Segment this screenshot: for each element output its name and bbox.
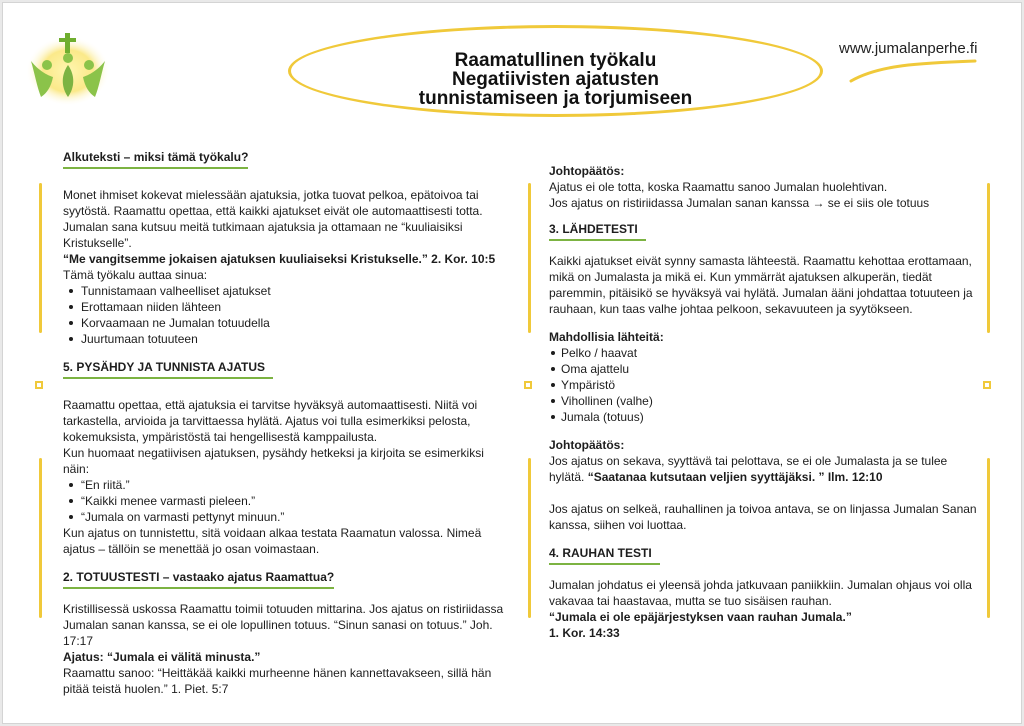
middle-deco-line-bottom	[528, 458, 531, 618]
title-line-1: Raamatullinen työkalu	[454, 50, 657, 71]
right-deco-square	[983, 381, 991, 389]
list-item: Erottamaan niiden lähteen	[63, 299, 513, 315]
sources-label: Mahdollisia lähteitä:	[549, 330, 664, 344]
list-item: Korvaamaan ne Jumalan totuudella	[63, 315, 513, 331]
section-5-paragraph-3: Kun ajatus on tunnistettu, sitä voidaan alkaa testata Raamatun valossa. Nimeä ajatus – tällöin se menettää jo osan voimastaan.	[63, 526, 482, 556]
section-4-paragraph: Jumalan johdatus ei yleensä johda jatkuvaan paniikkiin. Jumalan ohjaus voi olla vakavaa tai haastavaa, mutta se tuo sisäisen rauhan.	[549, 578, 972, 608]
intro-verse: “Me vangitsemme jokaisen ajatuksen kuuliaiseksi Kristukselle.” 2. Kor. 10:5	[63, 252, 496, 266]
section-5-paragraph-2: Kun huomaat negatiivisen ajatuksen, pysähdy hetkeksi ja kirjoita se esimerkiksi näin:	[63, 446, 484, 476]
left-column	[63, 149, 513, 697]
conclusion-1-label: Johtopäätös:	[549, 164, 625, 178]
section-2-thought: Ajatus: “Jumala ei välitä minusta.”	[63, 650, 261, 664]
right-deco-line-top	[987, 183, 990, 333]
intro-helps-label: Tämä työkalu auttaa sinua:	[63, 268, 208, 282]
cross-people-logo-icon	[25, 31, 111, 107]
list-item: Oma ajattelu	[549, 361, 979, 377]
section-5-paragraph-1: Raamattu opettaa, että ajatuksia ei tarvitse hyväksyä automaattisesti. Niitä voi tarkastella, arvioida ja tarvittaessa hylätä. Ajatus voi tulla esimerkiksi pelosta, kokemuksista, ympäristöstä tai hengellisestä kamppailusta.	[63, 398, 478, 444]
conclusion-2-body: Jos ajatus on sekava, syyttävä tai pelottava, se ei ole Jumalasta ja se tulee hylätä.	[549, 454, 948, 484]
right-column	[549, 163, 979, 641]
list-item: Vihollinen (valhe)	[549, 393, 979, 409]
list-item: “Kaikki menee varmasti pieleen.”	[63, 493, 513, 509]
list-item: Pelko / haavat	[549, 345, 979, 361]
list-item: Tunnistamaan valheelliset ajatukset	[63, 283, 513, 299]
section-2-paragraph: Kristillisessä uskossa Raamattu toimii totuuden mittarina. Jos ajatus on ristiriidassa Jumalan sanan kanssa, se ei ole lopullinen totuus. “Sinun sanasi on totuus.” Joh. 17:17	[63, 602, 504, 648]
intro-helps-list	[63, 283, 513, 347]
right-deco-line-bottom	[987, 458, 990, 618]
section-3-paragraph-2: Jos ajatus on selkeä, rauhallinen ja toivoa antava, se on linjassa Jumalan Sanan kanssa, siihen voi luottaa.	[549, 502, 977, 532]
section-5-examples	[63, 477, 513, 525]
intro-paragraph: Monet ihmiset kokevat mielessään ajatuksia, jotka tuovat pelkoa, epätoivoa tai syytöstä. Raamattu opettaa, että kaikki ajatukset eivät ole automaattisesti totta. Jumalan sana kutsuu meitä tutkimaan ajatuksia ja ottamaan ne “kuuliaisiksi Kristukselle”.	[63, 188, 483, 250]
section-2-heading: 2. TOTUUSTESTI – vastaako ajatus Raamattua?	[63, 569, 334, 589]
sources-list	[549, 345, 979, 425]
left-deco-line-bottom	[39, 458, 42, 618]
conclusion-2-verse: “Saatanaa kutsutaan veljien syyttäjäksi. ” Ilm. 12:10	[587, 470, 883, 484]
section-4-reference: 1. Kor. 14:33	[549, 626, 620, 640]
middle-deco-square	[524, 381, 532, 389]
section-4-heading: 4. RAUHAN TESTI	[549, 545, 660, 565]
list-item: Juurtumaan totuuteen	[63, 331, 513, 347]
conclusion-1-line-1: Ajatus ei ole totta, koska Raamattu sanoo Jumalan huolehtivan.	[549, 180, 888, 194]
title-line-3: tunnistamiseen ja torjumiseen	[418, 88, 693, 109]
document-page	[2, 2, 1022, 724]
list-item: “Jumala on varmasti pettynyt minuun.”	[63, 509, 513, 525]
website-url: www.jumalanperhe.fi	[839, 40, 978, 57]
conclusion-2-text	[549, 453, 979, 485]
list-item: Jumala (totuus)	[549, 409, 979, 425]
title-line-2: Negatiivisten ajatusten	[452, 69, 659, 90]
section-5-heading: 5. PYSÄHDY JA TUNNISTA AJATUS	[63, 359, 273, 379]
section-3-paragraph: Kaikki ajatukset eivät synny samasta lähteestä. Raamattu kehottaa erottamaan, mikä on Jumalasta ja mikä ei. Kun ymmärrät ajatuksen alkuperän, tiedät paremmin, pitäisikö se hyväksyä vai hylätä. Jumalan ääni johdattaa totuuteen ja rauhaan, kun taas valhe johtaa pelkoon, sekavuuteen ja syytökseen.	[549, 254, 973, 316]
section-3-heading: 3. LÄHDETESTI	[549, 221, 646, 241]
list-item: Ympäristö	[549, 377, 979, 393]
swoosh-decoration	[849, 59, 979, 85]
left-deco-line-top	[39, 183, 42, 333]
list-item: “En riitä.”	[63, 477, 513, 493]
conclusion-2-label: Johtopäätös:	[549, 438, 625, 452]
conclusion-1-line-2: Jos ajatus on ristiriidassa Jumalan sanan kanssa → se ei siis ole totuus	[549, 196, 930, 210]
section-4-verse: “Jumala ei ole epäjärjestyksen vaan rauhan Jumala.”	[549, 610, 852, 624]
page-title	[288, 51, 823, 108]
intro-heading: Alkuteksti – miksi tämä työkalu?	[63, 149, 248, 169]
left-deco-square	[35, 381, 43, 389]
section-2-answer: Raamattu sanoo: “Heittäkää kaikki murheenne hänen kannettavakseen, sillä hän pitää teistä huolen.” 1. Piet. 5:7	[63, 666, 492, 696]
middle-deco-line-top	[528, 183, 531, 333]
